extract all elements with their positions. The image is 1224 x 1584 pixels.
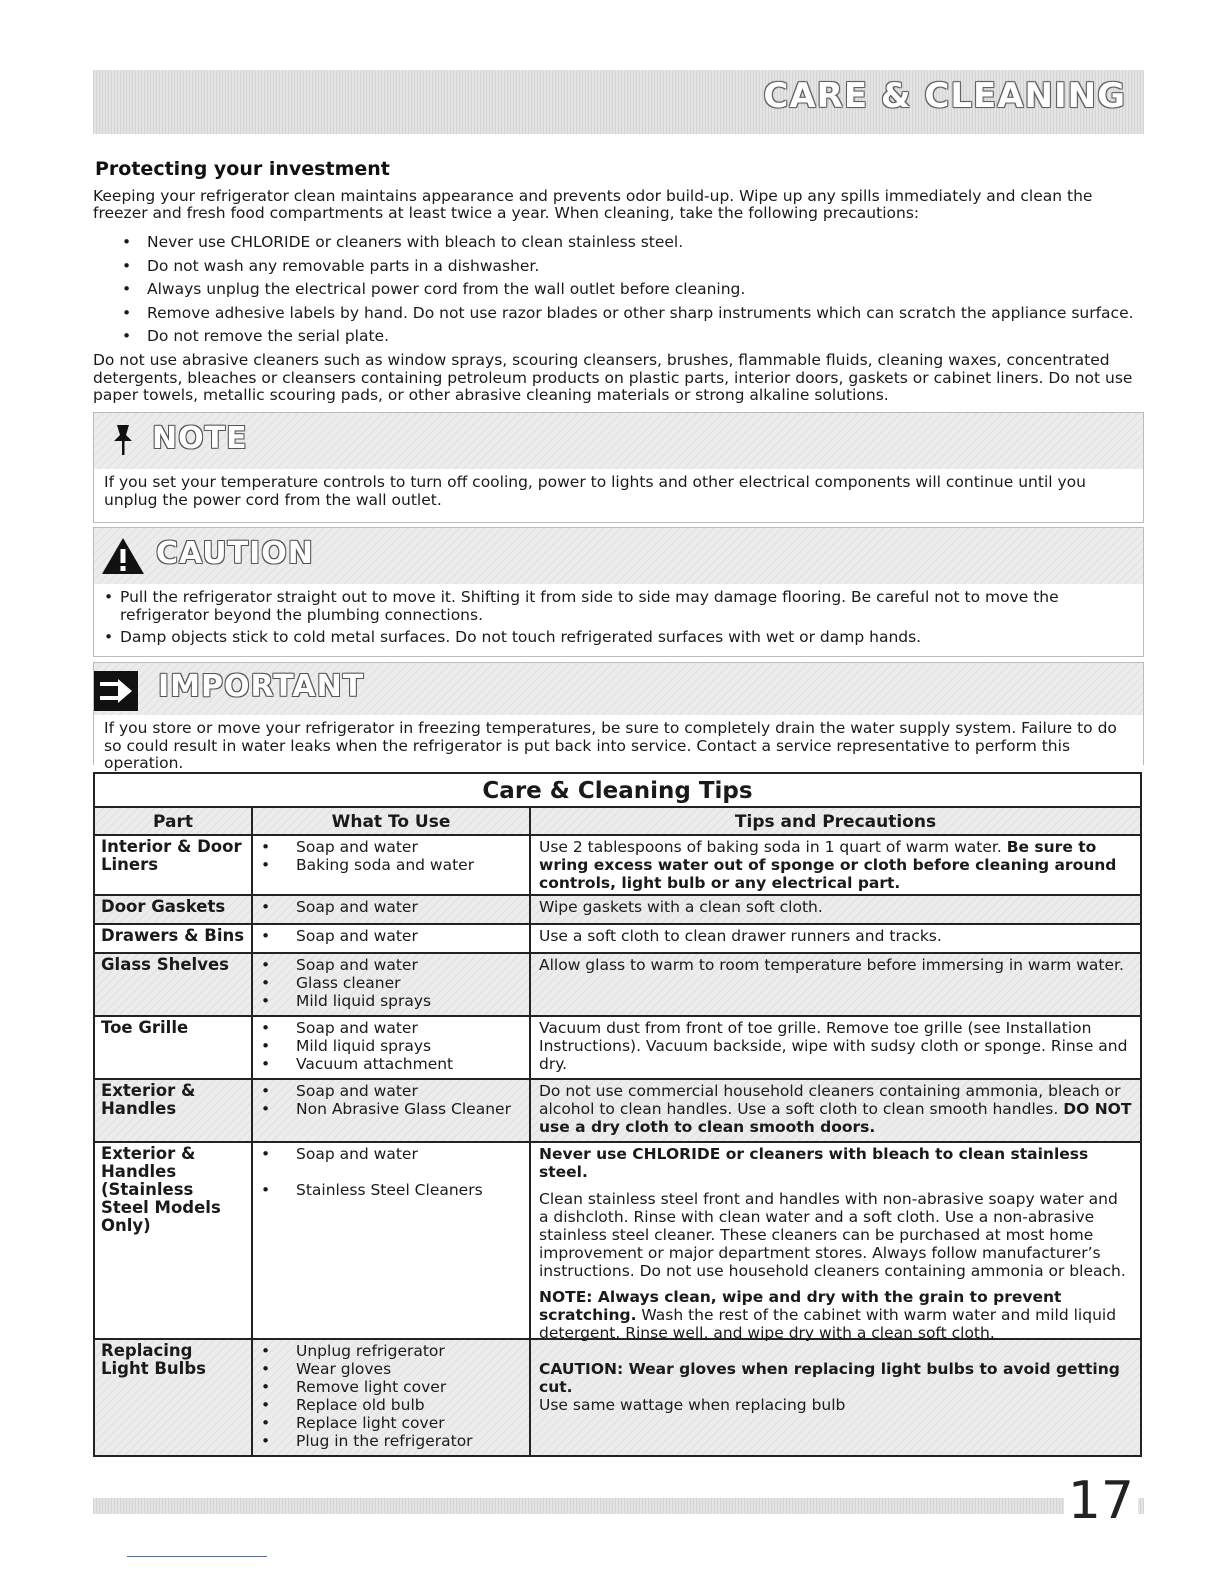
use-cell bbox=[253, 836, 531, 894]
precautions-list bbox=[120, 232, 1150, 350]
pushpin-icon bbox=[110, 423, 136, 461]
note-box bbox=[93, 412, 1144, 523]
part-cell: Drawers & Bins bbox=[95, 925, 253, 952]
use-cell bbox=[253, 1080, 531, 1141]
list-item: • Soap and water bbox=[259, 1019, 523, 1037]
important-text: If you store or move your refrigerator in freezing temperatures, be sure to completely drain the water supply system. Failure to do so could result in water leaks when the refrigerator is put back into service. Contact a service representative to perform this operation. bbox=[94, 715, 1143, 777]
note-label: NOTE bbox=[152, 421, 248, 456]
list-item: • Always unplug the electrical power cord from the wall outlet before cleaning. bbox=[120, 279, 1150, 303]
tip-note-bold: NOTE: Always clean, wipe and dry with the grain to prevent scratching. bbox=[539, 1288, 1062, 1324]
table-row bbox=[95, 1340, 1140, 1455]
list-item: • Vacuum attachment bbox=[259, 1055, 523, 1073]
caution-box bbox=[93, 527, 1144, 657]
list-item: • Soap and water bbox=[259, 838, 523, 856]
list-item: • Do not remove the serial plate. bbox=[120, 326, 1150, 350]
list-item: • Soap and water bbox=[259, 898, 523, 916]
tip-bold-text: DO NOT use a dry cloth to clean smooth doors. bbox=[539, 1100, 1132, 1136]
list-item: • Glass cleaner bbox=[259, 974, 523, 992]
list-item: • Mild liquid sprays bbox=[259, 1037, 523, 1055]
part-cell: Door Gaskets bbox=[95, 896, 253, 923]
tip-note-text: Wash the rest of the cabinet with warm water and mild liquid detergent. Rinse well, and wipe dry with a clean soft cloth. bbox=[539, 1306, 1117, 1342]
tip-text: Clean stainless steel front and handles with non-abrasive soapy water and a dishcloth. Rinse with clean water and a soft cloth. Use a non-abrasive stainless steel cleaner. These cleaners can be purchased at most home improvement or major department stores. Always follow manufacturer’s instructions. Do not use household cleaners containing ammonia or bleach. bbox=[539, 1190, 1126, 1280]
note-header bbox=[94, 413, 1143, 469]
note-text: If you set your temperature controls to turn off cooling, power to lights and other electrical components will continue until you unplug the power cord from the wall outlet. bbox=[94, 469, 1143, 513]
use-cell bbox=[253, 896, 531, 923]
list-item: • Soap and water bbox=[259, 956, 523, 974]
footer-rule bbox=[127, 1556, 267, 1557]
table-row bbox=[95, 954, 1140, 1017]
tip-bold-text: Be sure to wring excess water out of sponge or cloth before cleaning around controls, light bulb or any electrical part. bbox=[539, 838, 1117, 892]
part-cell: Toe Grille bbox=[95, 1017, 253, 1078]
list-item: • Remove adhesive labels by hand. Do not use razor blades or other sharp instruments which can scratch the appliance surface. bbox=[120, 303, 1150, 327]
part-cell: Interior & Door Liners bbox=[95, 836, 253, 894]
footer-band bbox=[93, 1498, 1144, 1514]
part-cell: Replacing Light Bulbs bbox=[95, 1340, 253, 1455]
table-row bbox=[95, 1143, 1140, 1340]
tips-cell bbox=[531, 1143, 1140, 1342]
list-item: • Mild liquid sprays bbox=[259, 992, 523, 1010]
list-item: • Non Abrasive Glass Cleaner bbox=[259, 1100, 523, 1118]
warning-triangle-icon bbox=[100, 536, 146, 580]
page-title: CARE & CLEANING bbox=[763, 76, 1126, 116]
tips-cell bbox=[531, 1080, 1140, 1141]
list-item: • Soap and water bbox=[259, 927, 523, 945]
header-part: Part bbox=[95, 808, 253, 834]
table-row bbox=[95, 925, 1140, 954]
caution-body bbox=[94, 584, 1143, 656]
list-item: • Do not wash any removable parts in a dishwasher. bbox=[120, 256, 1150, 280]
list-item: • Replace light cover bbox=[259, 1414, 523, 1432]
list-item: • Pull the refrigerator straight out to move it. Shifting it from side to side may damage flooring. Be careful not to move the refrigerator beyond the plumbing connections. bbox=[104, 589, 1133, 624]
list-item: • Damp objects stick to cold metal surfaces. Do not touch refrigerated surfaces with wet or damp hands. bbox=[104, 629, 1133, 647]
part-cell: Exterior & Handles (Stainless Steel Models Only) bbox=[95, 1143, 253, 1338]
tips-cell: Vacuum dust from front of toe grille. Remove toe grille (see Installation Instructions). Vacuum backside, wipe with sudsy cloth or sponge. Rinse and dry. bbox=[539, 1019, 1128, 1073]
tips-cell: Use a soft cloth to clean drawer runners and tracks. bbox=[539, 927, 942, 945]
tip-text: Use 2 tablespoons of baking soda in 1 quart of warm water. bbox=[539, 838, 1002, 856]
care-cleaning-tips-table bbox=[93, 772, 1142, 1457]
tip-text: Do not use commercial household cleaners containing ammonia, bleach or alcohol to clean handles. Use a soft cloth to clean smooth handles. bbox=[539, 1082, 1121, 1118]
important-header bbox=[94, 663, 1143, 715]
part-cell: Glass Shelves bbox=[95, 954, 253, 1015]
use-cell bbox=[253, 925, 531, 952]
page-number: 17 bbox=[1064, 1474, 1138, 1528]
caution-label: CAUTION bbox=[156, 536, 314, 571]
table-row bbox=[95, 896, 1140, 925]
list-item: • Soap and water bbox=[259, 1145, 523, 1163]
part-cell: Exterior & Handles bbox=[95, 1080, 253, 1141]
tips-cell bbox=[531, 836, 1140, 894]
tips-cell bbox=[531, 1340, 1140, 1455]
list-item: • Never use CHLORIDE or cleaners with bleach to clean stainless steel. bbox=[120, 232, 1150, 256]
table-row bbox=[95, 1017, 1140, 1080]
use-cell bbox=[253, 1143, 531, 1338]
table-header-row bbox=[95, 808, 1140, 836]
use-cell bbox=[253, 954, 531, 1015]
tips-cell: Allow glass to warm to room temperature before immersing in warm water. bbox=[539, 956, 1124, 974]
header-banner bbox=[93, 70, 1144, 134]
list-item: • Replace old bulb bbox=[259, 1396, 523, 1414]
important-label: IMPORTANT bbox=[158, 669, 365, 704]
table-row bbox=[95, 836, 1140, 896]
use-cell bbox=[253, 1340, 531, 1455]
important-box bbox=[93, 662, 1144, 772]
list-item: • Soap and water bbox=[259, 1082, 523, 1100]
header-what-to-use: What To Use bbox=[253, 808, 531, 834]
list-item: • Wear gloves bbox=[259, 1360, 523, 1378]
intro-paragraph: Keeping your refrigerator clean maintains appearance and prevents odor build-up. Wipe up any spills immediately and clean the freezer and fresh food compartments at least twice a year. When cleaning, take the following precautions: bbox=[93, 187, 1093, 222]
abrasive-warning-paragraph: Do not use abrasive cleaners such as window sprays, scouring cleansers, brushes, flammable fluids, cleaning waxes, concentrated detergents, bleaches or cleansers containing petroleum products on plastic parts, interior doors, gaskets or cabinet liners. Do not use paper towels, metallic scouring pads, or other abrasive cleaning materials or strong alkaline solutions. bbox=[93, 351, 1133, 404]
tips-cell: Wipe gaskets with a clean soft cloth. bbox=[539, 898, 823, 916]
list-item: • Baking soda and water bbox=[259, 856, 523, 874]
use-cell bbox=[253, 1017, 531, 1078]
table-title: Care & Cleaning Tips bbox=[95, 774, 1140, 808]
table-row bbox=[95, 1080, 1140, 1143]
list-item: • Plug in the refrigerator bbox=[259, 1432, 523, 1450]
list-item: • Stainless Steel Cleaners bbox=[259, 1181, 523, 1199]
section-heading: Protecting your investment bbox=[95, 158, 390, 180]
tip-text: Use same wattage when replacing bulb bbox=[539, 1396, 846, 1414]
tip-bold-text: Never use CHLORIDE or cleaners with bleach to clean stainless steel. bbox=[539, 1145, 1089, 1181]
list-item: • Remove light cover bbox=[259, 1378, 523, 1396]
caution-header bbox=[94, 528, 1143, 584]
arrow-box-icon bbox=[94, 671, 138, 715]
list-item: • Unplug refrigerator bbox=[259, 1342, 523, 1360]
header-tips: Tips and Precautions bbox=[734, 812, 937, 832]
tip-bold-text: CAUTION: Wear gloves when replacing light bulbs to avoid getting cut. bbox=[539, 1360, 1120, 1396]
